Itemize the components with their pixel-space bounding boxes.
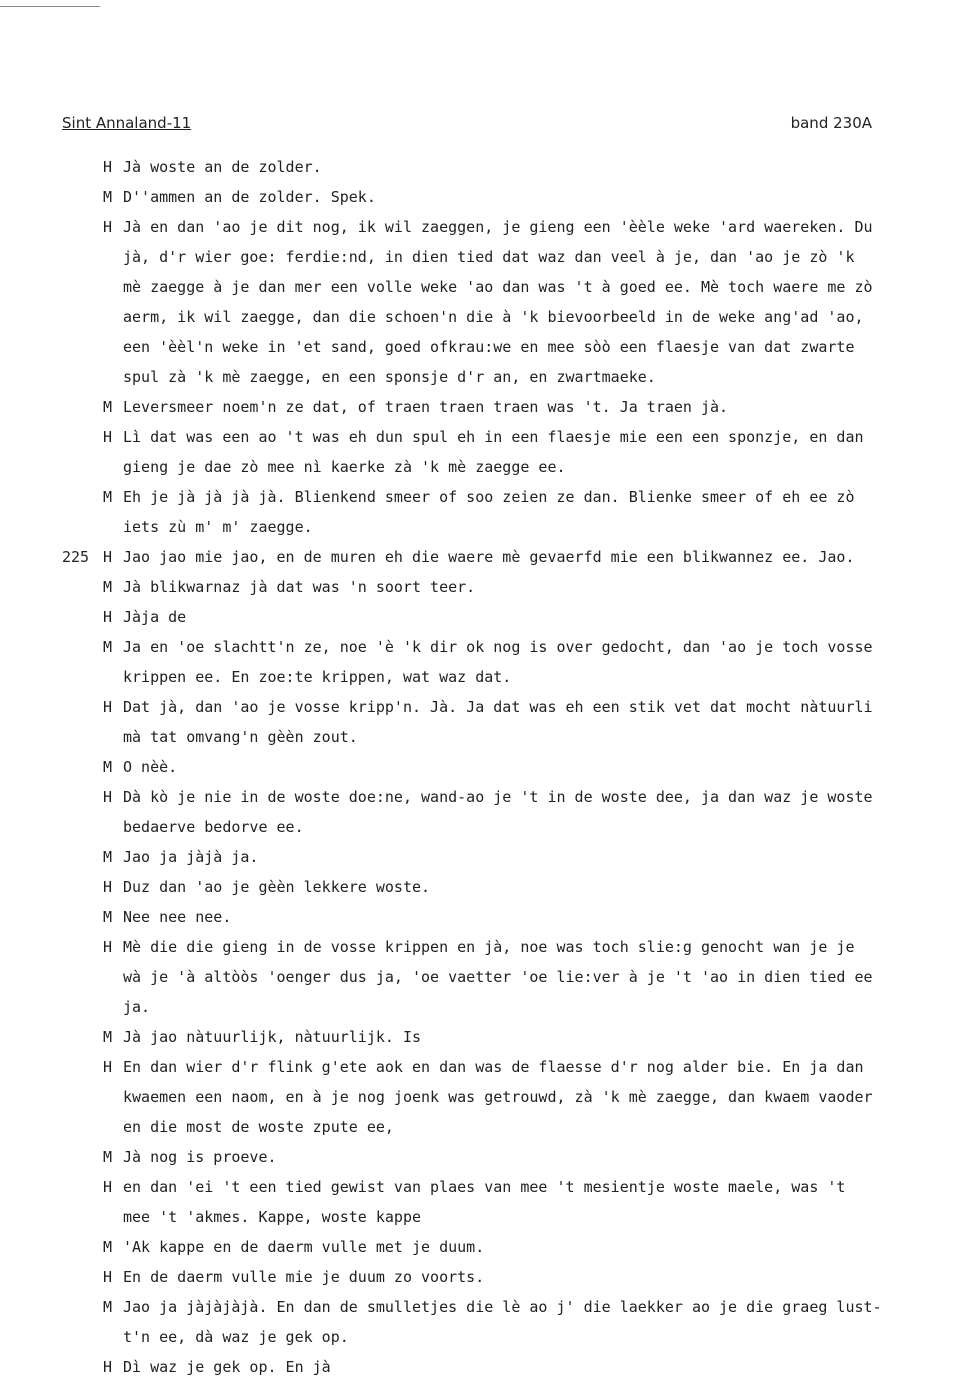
utterance-line: En dan wier d'r flink g'ete aok en dan was de flaesse d'r nog alder bie. En ja dan [123,1058,864,1076]
speaker-label: M [103,188,113,206]
utterance-line: jà, d'r wier goe: ferdie:nd, in dien tied dat waz dan veel à je, dan 'ao je zò 'k [123,248,855,266]
transcript-entry [0,1022,960,1052]
utterance-line: en die most de woste zpute ee, [123,1118,394,1136]
utterance-line: mà tat omvang'n gèèn zout. [123,728,358,746]
speaker-label: H [103,878,113,896]
speaker-label: M [103,1028,113,1046]
utterance-line: een 'èèl'n weke in 'et sand, goed ofkrau:we en mee sòò een flaesje van dat zwarte [123,338,855,356]
speaker-label: H [103,608,113,626]
speaker-label: M [103,1298,113,1316]
speaker-label: H [103,1358,113,1376]
utterance-line: Jàja de [123,608,187,626]
transcript-entry [0,572,960,602]
speaker-label: H [103,1178,113,1196]
utterance-line: Jà blikwarnaz jà dat was 'n soort teer. [123,578,476,596]
transcript-entry [0,842,960,872]
utterance-line: Dì waz je gek op. En jà [123,1358,331,1376]
speaker-label: M [103,1148,113,1166]
speaker-label: M [103,578,113,596]
location-title: Sint Annaland-11 [62,114,192,132]
speaker-label: H [103,938,113,956]
speaker-label: H [103,1058,113,1076]
speaker-label: H [103,788,113,806]
transcript-entry [0,1052,960,1142]
speaker-label: H [103,218,113,236]
speaker-label: H [103,548,113,566]
utterance-line: spul zà 'k mè zaegge, en een sponsje d'r an, en zwartmaeke. [123,368,656,386]
transcript-entry [0,482,960,542]
utterance-line: en dan 'ei 't een tied gewist van plaes van mee 't mesientje woste maele, was 't [123,1178,846,1196]
utterance-line: Lì dat was een ao 't was eh dun spul eh in een flaesje mie een een sponzje, en dan [123,428,864,446]
utterance-line: gieng je dae zò mee nì kaerke zà 'k mè zaegge ee. [123,458,566,476]
transcript-entry [0,392,960,422]
utterance-line: Jà nog is proeve. [123,1148,277,1166]
speaker-label: M [103,638,113,656]
utterance-line: D''ammen an de zolder. Spek. [123,188,376,206]
utterance-line: Duz dan 'ao je gèèn lekkere woste. [123,878,431,896]
transcript-entry [0,1232,960,1262]
speaker-label: M [103,1238,113,1256]
utterance-line: ja. [123,998,151,1016]
speaker-label: H [103,698,113,716]
transcript-entry [0,872,960,902]
speaker-label: M [103,398,113,416]
utterance-line: Dat jà, dan 'ao je vosse kripp'n. Jà. Ja dat was eh een stik vet dat mocht nàtuurli [123,698,873,716]
utterance-line: Mè die die gieng in de vosse krippen en jà, noe was toch slie:g genocht wan je je [123,938,855,956]
scan-edge-line [0,6,100,7]
transcript-entry [0,692,960,752]
utterance-line: Leversmeer noem'n ze dat, of traen traen traen was 't. Ja traen jà. [123,398,729,416]
utterance-line: Jao jao mie jao, en de muren eh die waere mè gevaerfd mie een blikwannez ee. Jao. [123,548,855,566]
speaker-label: M [103,488,113,506]
transcript-entry [0,212,960,392]
transcript-entry [0,1262,960,1292]
transcript-entry [0,602,960,632]
utterance-line: Jà en dan 'ao je dit nog, ik wil zaeggen, je gieng een 'èèle weke 'ard waereken. Du [123,218,873,236]
utterance-line: Jao ja jàjàjàjà. En dan de smulletjes die lè ao j' die laekker ao je die graeg lust- [123,1298,882,1316]
utterance-line: krippen ee. En zoe:te krippen, wat waz dat. [123,668,512,686]
transcript-entry [0,182,960,212]
line-number: 225 [62,548,90,566]
speaker-label: H [103,428,113,446]
transcript-entry [0,902,960,932]
speaker-label: M [103,758,113,776]
utterance-line: Jao ja jàjà ja. [123,848,259,866]
transcript-entry [0,1292,960,1352]
transcript-entry [0,782,960,842]
speaker-label: M [103,848,113,866]
utterance-line: mee 't 'akmes. Kappe, woste kappe [123,1208,422,1226]
utterance-line: O nèè. [123,758,178,776]
utterance-line: mè zaegge à je dan mer een volle weke 'ao dan was 't à goed ee. Mè toch waere me zò [123,278,873,296]
utterance-line: En de daerm vulle mie je duum zo voorts. [123,1268,485,1286]
tape-label: band 230A [790,114,872,132]
transcript-entry [0,1142,960,1172]
utterance-line: kwaemen een naom, en à je nog joenk was getrouwd, zà 'k mè zaegge, dan kwaem vaoder [123,1088,873,1106]
utterance-line: iets zù m' m' zaegge. [123,518,313,536]
speaker-label: H [103,1268,113,1286]
transcript-entry [0,1172,960,1232]
utterance-line: Jà woste an de zolder. [123,158,322,176]
transcript-entry [0,542,960,572]
utterance-line: aerm, ik wil zaegge, dan die schoen'n die à 'k bievoorbeeld in de weke ang'ad 'ao, [123,308,864,326]
transcript [0,152,960,1382]
utterance-line: bedaerve bedorve ee. [123,818,304,836]
transcript-entry [0,422,960,482]
utterance-line: Eh je jà jà jà jà. Blienkend smeer of soo zeien ze dan. Blienke smeer of eh ee zò [123,488,855,506]
transcript-entry [0,152,960,182]
utterance-line: wà je 'à altòòs 'oenger dus ja, 'oe vaetter 'oe lie:ver à je 't 'ao in dien tied ee [123,968,873,986]
utterance-line: Jà jao nàtuurlijk, nàtuurlijk. Is [123,1028,422,1046]
speaker-label: M [103,908,113,926]
utterance-line: Dà kò je nie in de woste doe:ne, wand-ao je 't in de woste dee, ja dan waz je woste [123,788,873,806]
page-header [62,114,872,138]
utterance-line: Ja en 'oe slachtt'n ze, noe 'è 'k dir ok nog is over gedocht, dan 'ao je toch vosse [123,638,873,656]
speaker-label: H [103,158,113,176]
transcript-entry [0,632,960,692]
utterance-line: 'Ak kappe en de daerm vulle met je duum. [123,1238,485,1256]
utterance-line: Nee nee nee. [123,908,232,926]
transcript-entry [0,1352,960,1382]
transcript-entry [0,932,960,1022]
transcript-entry [0,752,960,782]
utterance-line: t'n ee, dà waz je gek op. [123,1328,349,1346]
